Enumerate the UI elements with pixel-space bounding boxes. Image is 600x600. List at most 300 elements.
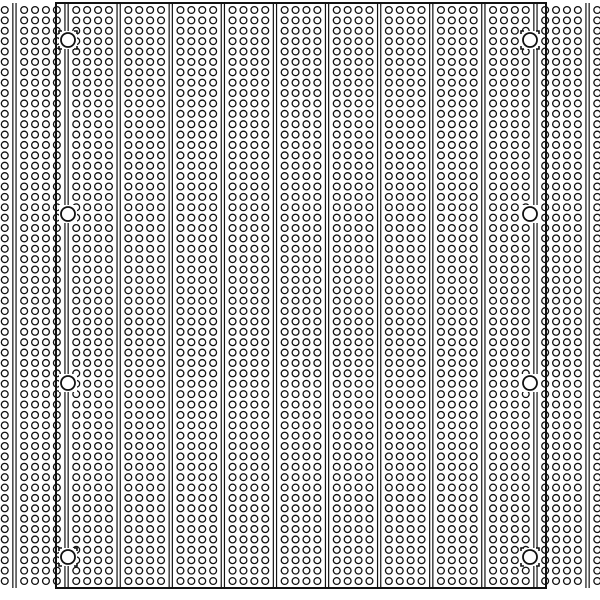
solder-hole [333, 328, 340, 335]
solder-hole [106, 277, 113, 284]
solder-hole [355, 225, 362, 232]
solder-hole [32, 308, 39, 315]
solder-hole [158, 183, 165, 190]
solder-hole [147, 183, 154, 190]
solder-hole [147, 474, 154, 481]
solder-hole [333, 360, 340, 367]
solder-hole [177, 100, 184, 107]
solder-hole [281, 495, 288, 502]
solder-hole [333, 546, 340, 553]
mounting-hole [523, 376, 537, 390]
solder-hole [459, 557, 466, 564]
solder-hole [344, 484, 351, 491]
solder-hole [574, 256, 581, 263]
solder-hole [106, 235, 113, 242]
solder-hole [229, 214, 236, 221]
solder-hole [229, 391, 236, 398]
solder-hole [314, 401, 321, 408]
solder-hole [32, 183, 39, 190]
solder-hole [459, 432, 466, 439]
solder-hole [188, 536, 195, 543]
solder-hole [314, 225, 321, 232]
solder-hole [240, 121, 247, 128]
solder-hole [594, 557, 600, 564]
solder-hole [438, 505, 445, 512]
solder-hole [262, 443, 269, 450]
solder-hole [564, 245, 571, 252]
solder-hole [229, 380, 236, 387]
solder-hole [490, 277, 497, 284]
solder-hole [407, 297, 414, 304]
solder-hole [32, 90, 39, 97]
solder-hole [106, 505, 113, 512]
solder-hole [385, 79, 392, 86]
solder-hole [125, 515, 132, 522]
solder-hole [136, 183, 143, 190]
solder-hole [84, 173, 91, 180]
solder-hole [448, 69, 455, 76]
solder-hole [459, 173, 466, 180]
solder-hole [281, 578, 288, 585]
solder-hole [158, 505, 165, 512]
solder-hole [229, 152, 236, 159]
solder-hole [199, 142, 206, 149]
solder-hole [314, 142, 321, 149]
solder-hole [344, 245, 351, 252]
solder-hole [459, 121, 466, 128]
solder-hole [43, 505, 50, 512]
solder-hole [448, 142, 455, 149]
solder-hole [106, 443, 113, 450]
solder-hole [292, 214, 299, 221]
solder-hole [501, 162, 508, 169]
solder-hole [292, 360, 299, 367]
solder-hole [199, 90, 206, 97]
solder-hole [95, 297, 102, 304]
solder-hole [177, 432, 184, 439]
solder-hole [292, 432, 299, 439]
solder-hole [470, 27, 477, 34]
solder-hole [84, 214, 91, 221]
solder-hole [355, 339, 362, 346]
solder-hole [84, 463, 91, 470]
solder-hole [125, 193, 132, 200]
solder-hole [125, 79, 132, 86]
solder-hole [314, 183, 321, 190]
solder-hole [73, 515, 80, 522]
solder-hole [1, 546, 8, 553]
solder-hole [21, 183, 28, 190]
solder-hole [84, 318, 91, 325]
solder-hole [1, 277, 8, 284]
solder-hole [438, 443, 445, 450]
solder-hole [501, 48, 508, 55]
solder-hole [366, 90, 373, 97]
solder-hole [574, 225, 581, 232]
solder-hole [251, 578, 258, 585]
solder-hole [32, 495, 39, 502]
solder-hole [21, 38, 28, 45]
solder-hole [396, 308, 403, 315]
solder-hole [333, 59, 340, 66]
solder-hole [136, 256, 143, 263]
solder-hole [303, 225, 310, 232]
solder-hole [501, 193, 508, 200]
solder-hole [470, 578, 477, 585]
solder-hole [470, 297, 477, 304]
solder-hole [1, 380, 8, 387]
solder-hole [344, 204, 351, 211]
solder-hole [366, 27, 373, 34]
solder-hole [522, 567, 529, 574]
solder-hole [344, 38, 351, 45]
solder-hole [281, 266, 288, 273]
solder-hole [385, 183, 392, 190]
solder-hole [594, 131, 600, 138]
solder-hole [21, 546, 28, 553]
solder-hole [21, 474, 28, 481]
solder-hole [43, 235, 50, 242]
solder-hole [470, 17, 477, 24]
solder-hole [210, 193, 217, 200]
solder-hole [522, 225, 529, 232]
solder-hole [21, 7, 28, 14]
solder-hole [344, 110, 351, 117]
solder-hole [501, 411, 508, 418]
solder-hole [229, 245, 236, 252]
solder-hole [199, 536, 206, 543]
solder-hole [32, 256, 39, 263]
solder-hole [594, 90, 600, 97]
solder-hole [199, 277, 206, 284]
solder-hole [199, 7, 206, 14]
solder-hole [344, 432, 351, 439]
solder-hole [177, 536, 184, 543]
solder-hole [553, 318, 560, 325]
solder-hole [501, 121, 508, 128]
solder-hole [106, 484, 113, 491]
solder-hole [564, 411, 571, 418]
solder-hole [210, 235, 217, 242]
solder-hole [522, 474, 529, 481]
solder-hole [396, 193, 403, 200]
solder-hole [292, 401, 299, 408]
solder-hole [281, 225, 288, 232]
solder-hole [303, 328, 310, 335]
solder-hole [418, 193, 425, 200]
solder-hole [43, 308, 50, 315]
solder-hole [125, 495, 132, 502]
solder-hole [95, 17, 102, 24]
solder-hole [136, 266, 143, 273]
solder-hole [344, 411, 351, 418]
solder-hole [396, 557, 403, 564]
solder-hole [43, 79, 50, 86]
solder-hole [147, 152, 154, 159]
solder-hole [511, 110, 518, 117]
solder-hole [21, 173, 28, 180]
solder-hole [229, 432, 236, 439]
solder-hole [418, 567, 425, 574]
solder-hole [292, 121, 299, 128]
solder-hole [418, 48, 425, 55]
solder-hole [470, 277, 477, 284]
solder-hole [333, 142, 340, 149]
solder-hole [177, 183, 184, 190]
solder-hole [333, 110, 340, 117]
solder-hole [136, 90, 143, 97]
solder-hole [355, 526, 362, 533]
solder-hole [281, 204, 288, 211]
solder-hole [136, 339, 143, 346]
solder-hole [188, 100, 195, 107]
solder-hole [95, 391, 102, 398]
solder-hole [73, 505, 80, 512]
solder-hole [251, 204, 258, 211]
solder-hole [292, 536, 299, 543]
solder-hole [240, 131, 247, 138]
solder-hole [292, 495, 299, 502]
solder-hole [448, 370, 455, 377]
solder-hole [106, 339, 113, 346]
solder-hole [188, 360, 195, 367]
solder-hole [448, 328, 455, 335]
solder-hole [438, 100, 445, 107]
solder-hole [344, 443, 351, 450]
solder-hole [522, 297, 529, 304]
solder-hole [1, 183, 8, 190]
solder-hole [564, 297, 571, 304]
solder-hole [303, 277, 310, 284]
solder-hole [240, 27, 247, 34]
solder-hole [158, 59, 165, 66]
solder-hole [418, 27, 425, 34]
solder-hole [147, 256, 154, 263]
solder-hole [73, 235, 80, 242]
solder-hole [229, 27, 236, 34]
solder-hole [147, 69, 154, 76]
solder-hole [501, 59, 508, 66]
solder-hole [281, 370, 288, 377]
solder-hole [448, 59, 455, 66]
solder-hole [158, 401, 165, 408]
solder-hole [281, 287, 288, 294]
solder-hole [292, 183, 299, 190]
solder-hole [188, 339, 195, 346]
solder-hole [147, 59, 154, 66]
solder-hole [355, 48, 362, 55]
solder-hole [240, 193, 247, 200]
solder-hole [355, 7, 362, 14]
solder-hole [522, 484, 529, 491]
solder-hole [314, 131, 321, 138]
solder-hole [438, 38, 445, 45]
solder-hole [177, 297, 184, 304]
solder-hole [564, 235, 571, 242]
solder-hole [32, 38, 39, 45]
solder-hole [511, 328, 518, 335]
mounting-hole [61, 33, 75, 47]
solder-hole [158, 214, 165, 221]
solder-hole [490, 48, 497, 55]
solder-hole [281, 131, 288, 138]
solder-hole [407, 463, 414, 470]
solder-hole [1, 339, 8, 346]
solder-hole [564, 173, 571, 180]
solder-hole [385, 432, 392, 439]
solder-hole [333, 557, 340, 564]
solder-hole [251, 287, 258, 294]
solder-hole [43, 48, 50, 55]
solder-hole [281, 349, 288, 356]
solder-hole [594, 411, 600, 418]
solder-hole [136, 152, 143, 159]
solder-hole [396, 297, 403, 304]
solder-hole [177, 48, 184, 55]
solder-hole [490, 474, 497, 481]
mounting-hole [61, 207, 75, 221]
solder-hole [32, 349, 39, 356]
solder-hole [251, 38, 258, 45]
solder-hole [106, 38, 113, 45]
solder-hole [1, 69, 8, 76]
solder-hole [251, 121, 258, 128]
solder-hole [396, 59, 403, 66]
solder-hole [511, 308, 518, 315]
solder-hole [396, 204, 403, 211]
solder-hole [84, 152, 91, 159]
solder-hole [396, 495, 403, 502]
solder-hole [396, 235, 403, 242]
solder-hole [281, 235, 288, 242]
solder-hole [438, 204, 445, 211]
solder-hole [188, 266, 195, 273]
solder-hole [418, 546, 425, 553]
solder-hole [574, 204, 581, 211]
solder-hole [106, 69, 113, 76]
solder-hole [240, 463, 247, 470]
solder-hole [21, 48, 28, 55]
solder-hole [188, 121, 195, 128]
solder-hole [210, 411, 217, 418]
solder-hole [251, 69, 258, 76]
solder-hole [84, 256, 91, 263]
solder-hole [21, 59, 28, 66]
solder-hole [136, 142, 143, 149]
solder-hole [188, 27, 195, 34]
solder-hole [438, 495, 445, 502]
solder-hole [333, 48, 340, 55]
solder-hole [407, 484, 414, 491]
solder-hole [125, 308, 132, 315]
solder-hole [281, 515, 288, 522]
solder-hole [418, 277, 425, 284]
solder-hole [251, 266, 258, 273]
solder-hole [1, 505, 8, 512]
solder-hole [418, 152, 425, 159]
solder-hole [407, 152, 414, 159]
solder-hole [385, 131, 392, 138]
solder-hole [147, 505, 154, 512]
solder-hole [147, 277, 154, 284]
solder-hole [366, 536, 373, 543]
solder-hole [501, 484, 508, 491]
solder-hole [262, 266, 269, 273]
solder-hole [21, 245, 28, 252]
solder-hole [574, 214, 581, 221]
solder-hole [188, 59, 195, 66]
solder-hole [438, 474, 445, 481]
solder-hole [438, 339, 445, 346]
solder-hole [385, 214, 392, 221]
solder-hole [366, 546, 373, 553]
solder-hole [158, 495, 165, 502]
solder-hole [418, 453, 425, 460]
solder-hole [418, 432, 425, 439]
solder-hole [564, 453, 571, 460]
solder-hole [314, 432, 321, 439]
solder-hole [177, 277, 184, 284]
solder-hole [501, 474, 508, 481]
solder-hole [407, 193, 414, 200]
solder-hole [333, 401, 340, 408]
solder-hole [303, 411, 310, 418]
solder-hole [43, 297, 50, 304]
solder-hole [574, 277, 581, 284]
solder-hole [210, 401, 217, 408]
solder-hole [125, 422, 132, 429]
solder-hole [229, 422, 236, 429]
solder-hole [501, 173, 508, 180]
solder-hole [1, 308, 8, 315]
solder-hole [448, 90, 455, 97]
solder-hole [1, 515, 8, 522]
solder-hole [177, 318, 184, 325]
solder-hole [511, 526, 518, 533]
solder-hole [21, 578, 28, 585]
solder-hole [262, 401, 269, 408]
solder-hole [188, 453, 195, 460]
solder-hole [177, 422, 184, 429]
solder-hole [84, 69, 91, 76]
solder-hole [281, 411, 288, 418]
solder-hole [188, 214, 195, 221]
solder-hole [564, 79, 571, 86]
solder-hole [385, 463, 392, 470]
solder-hole [188, 308, 195, 315]
solder-hole [448, 411, 455, 418]
solder-hole [292, 557, 299, 564]
solder-hole [73, 183, 80, 190]
solder-hole [43, 110, 50, 117]
solder-hole [407, 162, 414, 169]
solder-hole [574, 495, 581, 502]
solder-hole [314, 27, 321, 34]
solder-hole [125, 484, 132, 491]
solder-hole [1, 297, 8, 304]
solder-hole [43, 225, 50, 232]
solder-hole [43, 277, 50, 284]
solder-hole [43, 38, 50, 45]
solder-hole [448, 505, 455, 512]
solder-hole [344, 370, 351, 377]
solder-hole [95, 463, 102, 470]
solder-hole [594, 318, 600, 325]
solder-hole [240, 277, 247, 284]
solder-hole [251, 142, 258, 149]
solder-hole [106, 204, 113, 211]
solder-hole [501, 183, 508, 190]
